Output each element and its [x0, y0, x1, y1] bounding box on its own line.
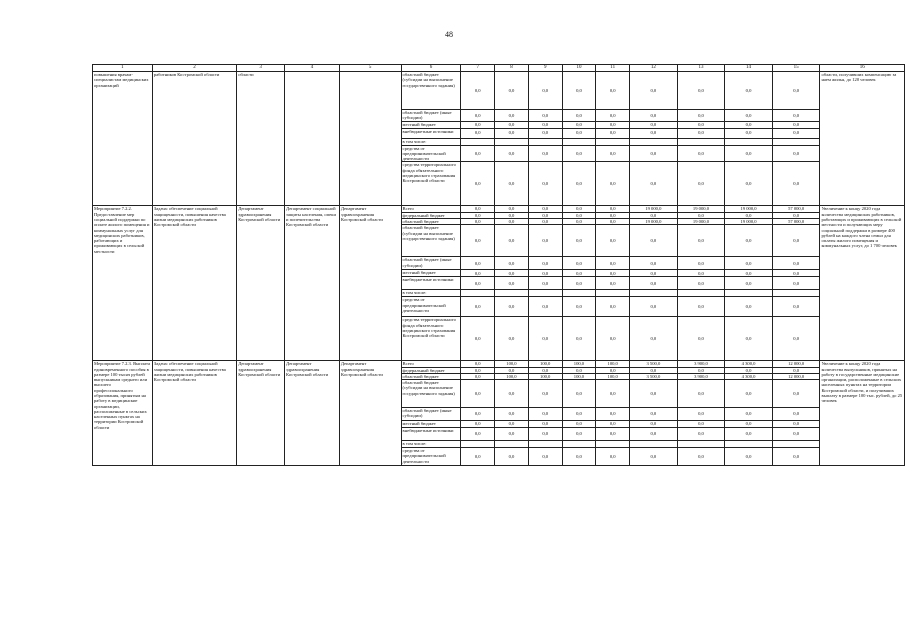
value-cell: 0,0 — [562, 110, 596, 122]
value-cell: 0,0 — [630, 421, 678, 428]
value-cell: 19 000,0 — [725, 206, 773, 212]
funding-source-cell: областной бюджет (субсидии на выполнение государственного задания) — [401, 72, 461, 110]
value-cell — [495, 138, 529, 145]
block-c3-cell: Департамент здравоохранения Костромской области — [237, 206, 285, 361]
value-cell: 0,0 — [772, 380, 820, 408]
value-cell: 0,0 — [630, 72, 678, 110]
value-cell: 0,0 — [528, 72, 562, 110]
value-cell: 0,0 — [596, 297, 630, 317]
value-cell: 0,0 — [630, 448, 678, 466]
value-cell: 3 500,0 — [630, 361, 678, 367]
header-cell: 10 — [562, 65, 596, 72]
value-cell: 0,0 — [596, 270, 630, 277]
value-cell — [528, 290, 562, 297]
value-cell: 0,0 — [562, 421, 596, 428]
funding-source-cell: средства территориального фонда обязательного медицинского страхования Костромской области — [401, 317, 461, 361]
value-cell: 0,0 — [596, 218, 630, 224]
value-cell: 4 300,0 — [725, 361, 773, 367]
value-cell: 0,0 — [562, 380, 596, 408]
value-cell: 0,0 — [495, 145, 529, 162]
value-cell: 0,0 — [677, 162, 725, 206]
block-c5-cell: Департамент здравоохранения Костромской области — [339, 206, 401, 361]
value-cell: 0,0 — [596, 277, 630, 290]
table-row — [93, 72, 905, 110]
value-cell: 19 000,0 — [725, 218, 773, 224]
value-cell: 0,0 — [596, 257, 630, 270]
block-c1-cell: Мероприятие 7.2.2. Предоставление мер социальной поддержки по оплате жилого помещения и коммунальных услуг для медицинских работников, работающих и проживающих в сельской местности — [93, 206, 153, 361]
value-cell: 0,0 — [562, 121, 596, 128]
value-cell: 0,0 — [461, 225, 495, 257]
value-cell: 0,0 — [495, 257, 529, 270]
value-cell: 0,0 — [495, 212, 529, 218]
financing-table — [92, 64, 905, 466]
value-cell: 0,0 — [528, 121, 562, 128]
value-cell: 0,0 — [772, 257, 820, 270]
value-cell: 0,0 — [528, 270, 562, 277]
value-cell: 0,0 — [562, 145, 596, 162]
value-cell: 0,0 — [562, 257, 596, 270]
value-cell — [772, 138, 820, 145]
value-cell: 0,0 — [461, 162, 495, 206]
value-cell — [528, 138, 562, 145]
value-cell: 0,0 — [562, 317, 596, 361]
funding-source-cell: внебюджетные источники — [401, 428, 461, 441]
value-cell: 0,0 — [562, 225, 596, 257]
value-cell: 0,0 — [725, 421, 773, 428]
value-cell: 0,0 — [772, 421, 820, 428]
header-cell: 11 — [596, 65, 630, 72]
value-cell: 12 000,0 — [772, 361, 820, 367]
value-cell — [630, 138, 678, 145]
funding-source-cell: местный бюджет — [401, 270, 461, 277]
value-cell: 0,0 — [495, 206, 529, 212]
value-cell: 0,0 — [596, 128, 630, 138]
value-cell: 0,0 — [772, 128, 820, 138]
value-cell: 0,0 — [725, 380, 773, 408]
value-cell: 0,0 — [630, 257, 678, 270]
value-cell: 0,0 — [630, 277, 678, 290]
value-cell: 0,0 — [596, 225, 630, 257]
value-cell: 0,0 — [495, 428, 529, 441]
value-cell — [461, 290, 495, 297]
value-cell: 0,0 — [772, 408, 820, 421]
value-cell — [725, 138, 773, 145]
value-cell — [677, 441, 725, 448]
value-cell: 0,0 — [461, 277, 495, 290]
value-cell: 0,0 — [725, 212, 773, 218]
value-cell: 0,0 — [461, 408, 495, 421]
value-cell: 0,0 — [725, 225, 773, 257]
value-cell: 0,0 — [495, 110, 529, 122]
value-cell: 0,0 — [528, 428, 562, 441]
header-row — [93, 65, 905, 72]
value-cell: 0,0 — [461, 428, 495, 441]
value-cell: 0,0 — [725, 121, 773, 128]
value-cell — [677, 290, 725, 297]
header-cell: 13 — [677, 65, 725, 72]
funding-source-cell: Всего — [401, 361, 461, 367]
value-cell: 0,0 — [725, 145, 773, 162]
value-cell: 0,0 — [772, 367, 820, 373]
value-cell: 0,0 — [677, 380, 725, 408]
header-cell: 7 — [461, 65, 495, 72]
funding-source-cell: федеральный бюджет — [401, 367, 461, 373]
value-cell: 0,0 — [461, 128, 495, 138]
value-cell: 19 000,0 — [677, 218, 725, 224]
value-cell: 0,0 — [772, 277, 820, 290]
value-cell: 0,0 — [630, 380, 678, 408]
value-cell: 0,0 — [495, 448, 529, 466]
value-cell: 0,0 — [630, 212, 678, 218]
value-cell: 0,0 — [772, 428, 820, 441]
value-cell: 0,0 — [495, 128, 529, 138]
value-cell: 4 300,0 — [725, 373, 773, 379]
value-cell: 0,0 — [528, 218, 562, 224]
value-cell: 12 000,0 — [772, 373, 820, 379]
value-cell: 0,0 — [596, 428, 630, 441]
value-cell: 0,0 — [596, 206, 630, 212]
value-cell: 100,0 — [562, 373, 596, 379]
value-cell: 0,0 — [562, 128, 596, 138]
value-cell: 0,0 — [725, 72, 773, 110]
value-cell: 0,0 — [630, 145, 678, 162]
value-cell — [461, 138, 495, 145]
header-cell: 14 — [725, 65, 773, 72]
value-cell: 0,0 — [630, 297, 678, 317]
value-cell: 0,0 — [528, 297, 562, 317]
header-cell: 8 — [495, 65, 529, 72]
funding-source-cell: внебюджетные источники — [401, 128, 461, 138]
value-cell: 100,0 — [495, 373, 529, 379]
value-cell: 0,0 — [677, 145, 725, 162]
value-cell: 0,0 — [495, 270, 529, 277]
value-cell — [630, 441, 678, 448]
funding-source-cell: внебюджетные источники — [401, 277, 461, 290]
value-cell: 0,0 — [677, 121, 725, 128]
value-cell: 0,0 — [630, 128, 678, 138]
value-cell — [461, 441, 495, 448]
value-cell — [562, 441, 596, 448]
value-cell: 0,0 — [677, 225, 725, 257]
value-cell: 0,0 — [461, 297, 495, 317]
block-result-cell: Увеличение к концу 2020 года количества медицинских работников, работающих и проживающих в сельской местности и получающих меру социальной поддержки в размере 400 рублей на каждого члена семьи для оплаты жилого помещения и коммунальных услуг, до 1 700 человек — [820, 206, 905, 361]
value-cell: 0,0 — [677, 72, 725, 110]
value-cell: 0,0 — [677, 421, 725, 428]
funding-source-cell: местный бюджет — [401, 121, 461, 128]
value-cell: 0,0 — [528, 277, 562, 290]
value-cell: 100,0 — [495, 361, 529, 367]
value-cell: 0,0 — [725, 110, 773, 122]
header-cell: 16 — [820, 65, 905, 72]
funding-source-cell: средства территориального фонда обязательного медицинского страхования Костромской области — [401, 162, 461, 206]
value-cell: 0,0 — [630, 367, 678, 373]
block-c5-cell — [339, 72, 401, 206]
value-cell: 0,0 — [461, 373, 495, 379]
value-cell: 0,0 — [630, 110, 678, 122]
value-cell: 0,0 — [725, 162, 773, 206]
value-cell: 100,0 — [562, 361, 596, 367]
value-cell: 0,0 — [528, 128, 562, 138]
value-cell: 0,0 — [677, 212, 725, 218]
value-cell — [495, 441, 529, 448]
value-cell — [725, 290, 773, 297]
block-result-cell: Увеличение к концу 2020 года количества выпускников, принятых на работу в государственные медицинские организации, расположенные в сельских населенных пунктах на территории Костромской области, и получивших выплату в размере 100 тыс. рублей, до 25 человек — [820, 361, 905, 466]
value-cell: 0,0 — [461, 421, 495, 428]
value-cell: 0,0 — [596, 448, 630, 466]
funding-source-cell: в том числе: — [401, 290, 461, 297]
value-cell: 0,0 — [596, 317, 630, 361]
value-cell — [772, 290, 820, 297]
value-cell: 0,0 — [528, 367, 562, 373]
funding-source-cell: областной бюджет (иные субсидии) — [401, 257, 461, 270]
value-cell: 0,0 — [725, 277, 773, 290]
funding-source-cell: средства от предпринимательской деятельности — [401, 448, 461, 466]
value-cell — [596, 441, 630, 448]
value-cell: 0,0 — [461, 218, 495, 224]
value-cell: 0,0 — [461, 110, 495, 122]
value-cell: 0,0 — [562, 448, 596, 466]
block-c3-cell: Департамент здравоохранения Костромской области — [237, 361, 285, 466]
value-cell: 0,0 — [562, 297, 596, 317]
value-cell: 0,0 — [495, 218, 529, 224]
value-cell — [495, 290, 529, 297]
value-cell: 0,0 — [677, 270, 725, 277]
value-cell: 0,0 — [772, 270, 820, 277]
value-cell — [630, 290, 678, 297]
value-cell — [528, 441, 562, 448]
block-c4-cell: Департамент здравоохранения Костромской области — [285, 361, 340, 466]
value-cell: 0,0 — [596, 72, 630, 110]
value-cell: 0,0 — [596, 408, 630, 421]
value-cell: 0,0 — [461, 145, 495, 162]
value-cell: 0,0 — [596, 367, 630, 373]
value-cell: 0,0 — [461, 367, 495, 373]
value-cell: 100,0 — [596, 361, 630, 367]
block-result-cell: области, получивших компенсацию за наем жилья, до 120 человек — [820, 72, 905, 206]
block-c2-cell: работников Костромской области — [152, 72, 236, 206]
value-cell: 0,0 — [596, 421, 630, 428]
value-cell: 0,0 — [772, 110, 820, 122]
value-cell: 0,0 — [528, 212, 562, 218]
value-cell: 0,0 — [562, 218, 596, 224]
header-cell: 12 — [630, 65, 678, 72]
value-cell: 19 000,0 — [677, 206, 725, 212]
value-cell: 0,0 — [677, 367, 725, 373]
block-c4-cell: Департамент социальной защиты населения, опеки и попечительства Костромской области — [285, 206, 340, 361]
value-cell: 0,0 — [495, 367, 529, 373]
funding-source-cell: областной бюджет (субсидии на выполнение государственного задания) — [401, 225, 461, 257]
value-cell: 0,0 — [528, 225, 562, 257]
value-cell: 57 000,0 — [772, 218, 820, 224]
value-cell: 0,0 — [562, 408, 596, 421]
value-cell: 0,0 — [495, 380, 529, 408]
value-cell: 0,0 — [495, 408, 529, 421]
value-cell — [596, 290, 630, 297]
header-cell: 9 — [528, 65, 562, 72]
value-cell: 19 000,0 — [630, 218, 678, 224]
value-cell: 0,0 — [461, 206, 495, 212]
value-cell: 0,0 — [630, 408, 678, 421]
value-cell: 100,0 — [528, 373, 562, 379]
funding-source-cell: областной бюджет (иные субсидии) — [401, 408, 461, 421]
value-cell — [596, 138, 630, 145]
value-cell: 0,0 — [461, 317, 495, 361]
block-c5-cell: Департамент здравоохранения Костромской области — [339, 361, 401, 466]
block-c2-cell: Задача: обеспечение социальной защищенности, повышения качества жизни медицинских работников Костромской области — [152, 206, 236, 361]
funding-source-cell: в том числе: — [401, 138, 461, 145]
value-cell: 0,0 — [562, 206, 596, 212]
value-cell: 0,0 — [562, 367, 596, 373]
value-cell — [725, 441, 773, 448]
value-cell: 0,0 — [630, 428, 678, 441]
value-cell: 0,0 — [725, 297, 773, 317]
value-cell: 0,0 — [677, 408, 725, 421]
value-cell: 0,0 — [461, 270, 495, 277]
value-cell: 0,0 — [772, 162, 820, 206]
value-cell: 0,0 — [677, 297, 725, 317]
value-cell: 3 900,0 — [677, 373, 725, 379]
value-cell: 0,0 — [596, 162, 630, 206]
header-cell: 1 — [93, 65, 153, 72]
value-cell: 0,0 — [528, 206, 562, 212]
funding-source-cell: областной бюджет (субсидии на выполнение государственного задания) — [401, 380, 461, 408]
value-cell: 0,0 — [461, 448, 495, 466]
funding-source-cell: федеральный бюджет — [401, 212, 461, 218]
value-cell: 0,0 — [528, 162, 562, 206]
value-cell: 0,0 — [461, 361, 495, 367]
funding-source-cell: средства от предпринимательской деятельности — [401, 145, 461, 162]
block-c2-cell: Задача: обеспечение социальной защищенности, повышения качества жизни медицинских работников Костромской области — [152, 361, 236, 466]
value-cell: 0,0 — [495, 421, 529, 428]
value-cell: 0,0 — [528, 257, 562, 270]
value-cell: 0,0 — [495, 121, 529, 128]
block-c3-cell: области — [237, 72, 285, 206]
value-cell: 0,0 — [725, 317, 773, 361]
value-cell: 0,0 — [461, 380, 495, 408]
value-cell: 0,0 — [725, 448, 773, 466]
funding-source-cell: местный бюджет — [401, 421, 461, 428]
value-cell: 0,0 — [772, 297, 820, 317]
value-cell: 0,0 — [495, 72, 529, 110]
value-cell: 0,0 — [725, 257, 773, 270]
value-cell: 0,0 — [772, 72, 820, 110]
value-cell: 100,0 — [528, 361, 562, 367]
value-cell: 0,0 — [495, 162, 529, 206]
value-cell: 0,0 — [596, 121, 630, 128]
value-cell: 0,0 — [528, 421, 562, 428]
value-cell: 0,0 — [725, 428, 773, 441]
value-cell: 0,0 — [528, 380, 562, 408]
value-cell: 0,0 — [495, 225, 529, 257]
funding-source-cell: Всего — [401, 206, 461, 212]
value-cell: 0,0 — [596, 212, 630, 218]
value-cell: 0,0 — [562, 212, 596, 218]
value-cell: 0,0 — [562, 72, 596, 110]
value-cell: 0,0 — [461, 257, 495, 270]
value-cell: 0,0 — [495, 297, 529, 317]
header-cell: 3 — [237, 65, 285, 72]
value-cell: 0,0 — [630, 121, 678, 128]
value-cell: 0,0 — [677, 128, 725, 138]
value-cell: 0,0 — [725, 270, 773, 277]
value-cell: 0,0 — [495, 277, 529, 290]
block-c1-cell: Мероприятие 7.2.3. Выплата единовременного пособия в размере 100 тысяч рублей выпускникам среднего или высшего профессионального образования, принятым на работу в медицинские организации, расположенные в сельских населенных пунктах на территории Костромской области — [93, 361, 153, 466]
value-cell: 0,0 — [677, 257, 725, 270]
value-cell: 0,0 — [677, 317, 725, 361]
value-cell: 3 500,0 — [630, 373, 678, 379]
value-cell: 0,0 — [562, 270, 596, 277]
funding-source-cell: областной бюджет — [401, 218, 461, 224]
block-c4-cell — [285, 72, 340, 206]
value-cell: 0,0 — [630, 225, 678, 257]
value-cell: 0,0 — [461, 121, 495, 128]
value-cell: 0,0 — [772, 448, 820, 466]
value-cell: 0,0 — [528, 317, 562, 361]
value-cell: 0,0 — [461, 212, 495, 218]
value-cell: 0,0 — [772, 317, 820, 361]
value-cell: 0,0 — [677, 428, 725, 441]
value-cell: 0,0 — [677, 110, 725, 122]
value-cell — [562, 290, 596, 297]
value-cell: 0,0 — [772, 212, 820, 218]
funding-source-cell: областной бюджет — [401, 373, 461, 379]
header-cell: 2 — [152, 65, 236, 72]
value-cell: 0,0 — [461, 72, 495, 110]
value-cell — [772, 441, 820, 448]
page-number: 48 — [445, 30, 453, 39]
value-cell: 0,0 — [677, 448, 725, 466]
value-cell: 0,0 — [495, 317, 529, 361]
value-cell: 0,0 — [677, 277, 725, 290]
value-cell: 0,0 — [630, 270, 678, 277]
value-cell: 0,0 — [596, 380, 630, 408]
value-cell: 0,0 — [725, 408, 773, 421]
funding-source-cell: областной бюджет (иные субсидии) — [401, 110, 461, 122]
value-cell: 0,0 — [528, 408, 562, 421]
header-cell: 5 — [339, 65, 401, 72]
value-cell: 0,0 — [596, 145, 630, 162]
value-cell — [562, 138, 596, 145]
value-cell: 0,0 — [725, 367, 773, 373]
value-cell: 0,0 — [772, 145, 820, 162]
value-cell: 0,0 — [630, 162, 678, 206]
value-cell: 0,0 — [528, 110, 562, 122]
value-cell: 0,0 — [772, 121, 820, 128]
value-cell: 3 900,0 — [677, 361, 725, 367]
value-cell: 0,0 — [528, 145, 562, 162]
value-cell: 0,0 — [772, 225, 820, 257]
value-cell: 0,0 — [630, 317, 678, 361]
value-cell: 100,0 — [596, 373, 630, 379]
value-cell: 0,0 — [725, 128, 773, 138]
block-c1-cell: повышения врачам-специалистам медицинских организаций — [93, 72, 153, 206]
header-cell: 15 — [772, 65, 820, 72]
value-cell: 0,0 — [596, 110, 630, 122]
value-cell: 0,0 — [528, 448, 562, 466]
value-cell: 0,0 — [562, 162, 596, 206]
value-cell: 19 000,0 — [630, 206, 678, 212]
value-cell — [677, 138, 725, 145]
funding-source-cell: в том числе: — [401, 441, 461, 448]
funding-source-cell: средства от предпринимательской деятельности — [401, 297, 461, 317]
value-cell: 0,0 — [562, 277, 596, 290]
header-cell: 6 — [401, 65, 461, 72]
value-cell: 57 000,0 — [772, 206, 820, 212]
header-cell: 4 — [285, 65, 340, 72]
value-cell: 0,0 — [562, 428, 596, 441]
